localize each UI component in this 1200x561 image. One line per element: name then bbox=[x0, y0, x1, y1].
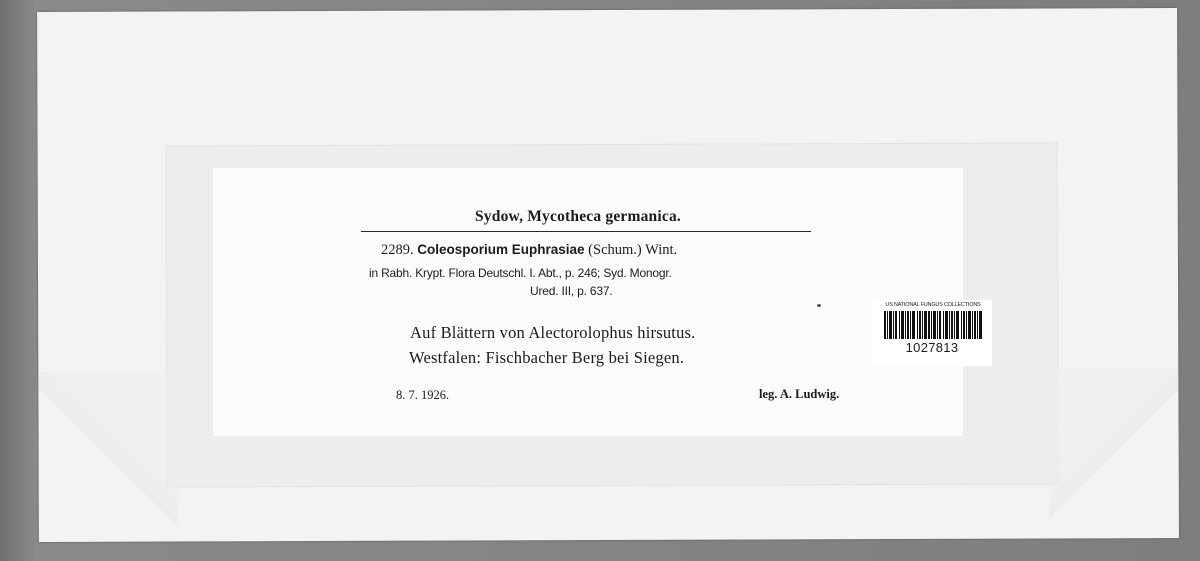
barcode-label bbox=[872, 300, 992, 366]
envelope-fold-right bbox=[1048, 368, 1179, 538]
locality-line: Westfalen: Fischbacher Berg bei Siegen. bbox=[409, 348, 685, 367]
barcode-number: 1027813 bbox=[905, 340, 959, 355]
exsiccata-number: 2289. bbox=[381, 242, 414, 258]
collection-date: 8. 7. 1926. bbox=[396, 388, 450, 402]
title-rule bbox=[361, 231, 811, 232]
barcode-header: US NATIONAL FUNGUS COLLECTIONS bbox=[885, 302, 981, 308]
taxon-line bbox=[381, 242, 677, 259]
envelope-fold-left bbox=[38, 372, 179, 542]
host-line: Auf Blättern von Alectorolophus hirsutus. bbox=[410, 323, 696, 342]
ink-speck bbox=[817, 304, 821, 307]
citation-line-1: in Rabh. Krypt. Flora Deutschl. I. Abt., p. 246; Syd. Monogr. bbox=[369, 266, 672, 280]
species-name: Coleosporium Euphrasiae bbox=[417, 242, 585, 257]
collector-name: leg. A. Ludwig. bbox=[759, 387, 840, 401]
specimen-label bbox=[213, 168, 963, 436]
species-authority: (Schum.) Wint. bbox=[588, 242, 678, 258]
citation-line-2: Ured. III, p. 637. bbox=[530, 284, 613, 298]
label-title: Sydow, Mycotheca germanica. bbox=[474, 208, 681, 225]
barcode-bars bbox=[884, 311, 982, 339]
